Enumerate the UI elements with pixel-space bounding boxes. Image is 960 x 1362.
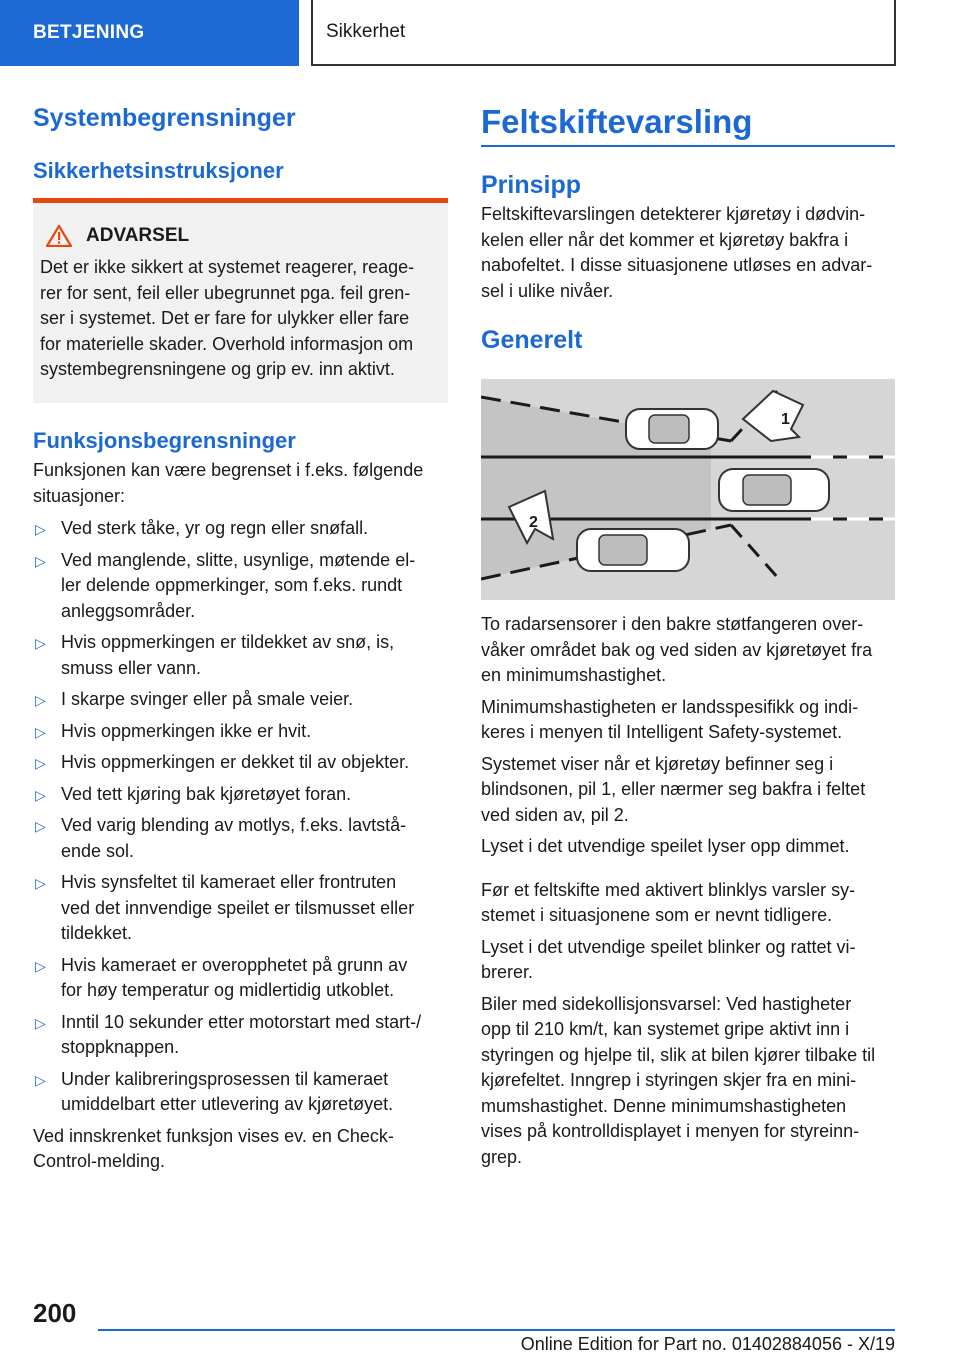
list-item-text: Ved sterk tåke, yr og regn eller snøfall. (61, 518, 369, 538)
body-line: en minimumshastighet. (481, 665, 667, 685)
body-line: Systemet viser når et kjøretøy befinner seg i (481, 753, 834, 774)
warning-box (33, 198, 448, 403)
body-line: Minimumshastigheten er landsspesifikk og indi- (481, 696, 859, 717)
body-line: våker området bak og ved siden av kjøretøyet fra (481, 639, 873, 660)
warning-title (40, 225, 441, 247)
car-approaching (577, 529, 689, 571)
warning-label: ADVARSEL (86, 225, 190, 246)
list-item-text: stoppknappen. (61, 1037, 180, 1057)
section-label: BETJENING (33, 22, 145, 43)
general-body (481, 612, 895, 1170)
list-item (33, 1067, 448, 1118)
principle-line: sel i ulike nivåer. (481, 280, 614, 301)
list-item (33, 548, 448, 625)
list-item (33, 870, 448, 947)
arrow-2-label: 2 (529, 514, 538, 531)
list-item (33, 953, 448, 1004)
list-item-text: Ved manglende, slitte, usynlige, møtende el- (61, 549, 416, 570)
list-item-text: Inntil 10 sekunder etter motorstart med start-/ (61, 1011, 422, 1032)
list-item-text: tildekket. (61, 923, 133, 943)
car-blind-spot (626, 409, 718, 449)
body-line: Biler med sidekollisjonsvarsel: Ved hastigheter (481, 993, 852, 1014)
edition-note: Online Edition for Part no. 01402884056 - X/19 (520, 1334, 895, 1354)
warning-line: ser i systemet. Det er fare for ulykker eller fare (40, 308, 410, 328)
list-item (33, 630, 448, 681)
list-item (33, 687, 448, 713)
warning-line: rer for sent, feil eller ubegrunnet pga. feil gren- (40, 282, 411, 303)
body-line: keres i menyen til Intelligent Safety-systemet. (481, 722, 843, 742)
bullet-triangle-icon: ▷ (35, 1071, 46, 1088)
bullet-triangle-icon: ▷ (35, 786, 46, 803)
arrow-1-label: 1 (781, 411, 790, 428)
body-line: opp til 210 km/t, kan systemet gripe aktivt inn i (481, 1019, 850, 1039)
list-item-text: Hvis oppmerkingen er tildekket av snø, is, (61, 632, 395, 652)
body-line: Lyset i det utvendige speilet lyser opp dimmet. (481, 836, 850, 856)
list-item (33, 719, 448, 745)
function-limits-section (33, 428, 448, 1175)
limitations-list (33, 516, 448, 1118)
body-line: Lyset i det utvendige speilet blinker og rattet vi- (481, 936, 856, 957)
list-item-text: Hvis kameraet er overopphetet på grunn av (61, 954, 408, 975)
blind-spot-illustration (481, 379, 895, 600)
list-item-text: Hvis synsfeltet til kameraet eller frontruten (61, 872, 397, 892)
body-line: vises på kontrolldisplayet i menyen for styreinn- (481, 1121, 860, 1141)
principle-line: Feltskiftevarslingen detekterer kjøretøy i dødvin- (481, 204, 866, 224)
body-line: grep. (481, 1146, 523, 1167)
chapter-label: Sikkerhet (326, 21, 406, 42)
list-item-text: ved det innvendige speilet er tilsmusset eller (61, 897, 415, 918)
warning-triangle-icon (46, 225, 72, 247)
list-item-text: smuss eller vann. (61, 657, 202, 678)
list-item-text: Under kalibreringsprosessen til kameraet (61, 1068, 389, 1089)
bullet-triangle-icon: ▷ (35, 723, 46, 740)
list-item (33, 750, 448, 776)
generelt-heading: Generelt (481, 326, 583, 354)
body-line: kjørefeltet. Inngrep i styringen skjer fra en mini- (481, 1070, 857, 1090)
list-item-text: ende sol. (61, 840, 135, 861)
bullet-triangle-icon: ▷ (35, 957, 46, 974)
bullet-triangle-icon: ▷ (35, 875, 46, 891)
prinsipp-heading: Prinsipp (481, 171, 582, 199)
intro-line: situasjoner: (33, 485, 126, 506)
intro-line: Funksjonen kan være begrenset i f.eks. følgende (33, 460, 424, 480)
page-number: 200 (33, 1298, 77, 1328)
list-item (33, 1010, 448, 1061)
subtitle-block (33, 158, 284, 184)
list-item-text: Hvis oppmerkingen er dekket til av objekter. (61, 752, 410, 772)
body-line: stemet i situasjonene som er nevnt tidligere. (481, 905, 833, 925)
footer-rule (98, 1329, 895, 1331)
list-item-text: anleggsområder. (61, 600, 196, 621)
list-item (33, 813, 448, 864)
list-item-text: umiddelbart etter utlevering av kjøretøyet. (61, 1094, 394, 1114)
body-line: blindsonen, pil 1, eller nærmer seg bakfra i feltet (481, 779, 866, 799)
bullet-triangle-icon: ▷ (35, 635, 46, 651)
list-item-text: Ved varig blending av motlys, f.eks. lavtstå- (61, 815, 407, 835)
page-title-left (33, 104, 296, 133)
body-line: brerer. (481, 962, 534, 982)
body-line: styringen og hjelpe til, slik at bilen kjører tilbake til (481, 1044, 876, 1065)
funksjonsbegrensninger-heading: Funksjonsbegrensninger (33, 428, 296, 453)
bullet-triangle-icon: ▷ (35, 1014, 46, 1031)
body-line: Før et feltskifte med aktivert blinklys varsler sy- (481, 879, 856, 900)
bullet-triangle-icon: ▷ (35, 521, 46, 537)
principle-line: nabofeltet. I disse situasjonene utløses en advar- (481, 255, 873, 275)
systembegrensninger-heading: Systembegrensninger (33, 104, 296, 132)
list-item (33, 782, 448, 808)
lane-change-section (481, 103, 895, 355)
feltskiftevarsling-heading: Feltskiftevarsling (481, 103, 753, 140)
list-item-text: I skarpe svinger eller på smale veier. (61, 689, 354, 709)
body-line: ved siden av, pil 2. (481, 804, 629, 825)
closing-line: Ved innskrenket funksjon vises ev. en Check- (33, 1125, 394, 1146)
body-line: mumshastighet. Denne minimumshastigheten (481, 1095, 847, 1116)
list-item-text: ler delende oppmerkinger, som f.eks. rundt (61, 575, 403, 595)
bullet-triangle-icon: ▷ (35, 692, 46, 708)
list-item-text: Ved tett kjøring bak kjøretøyet foran. (61, 783, 352, 804)
list-item-text: Hvis oppmerkingen ikke er hvit. (61, 720, 312, 741)
list-item (33, 516, 448, 542)
chapter-tab (311, 0, 896, 66)
bullet-triangle-icon: ▷ (35, 552, 46, 569)
warning-line: systembegrensningene og grip ev. inn aktivt. (40, 359, 395, 379)
bullet-triangle-icon: ▷ (35, 818, 46, 834)
car-own-vehicle (719, 469, 829, 511)
list-item-text: for høy temperatur og midlertidig utkoblet. (61, 980, 395, 1000)
principle-line: kelen eller når det kommer et kjøretøy bakfra i (481, 229, 849, 250)
title-underline (481, 145, 895, 147)
bullet-triangle-icon: ▷ (35, 755, 46, 771)
closing-line: Control-melding. (33, 1151, 166, 1171)
warning-line: Det er ikke sikkert at systemet reagerer, reage- (40, 257, 415, 277)
section-tab (0, 0, 299, 66)
sikkerhetsinstruksjoner-heading: Sikkerhetsinstruksjoner (33, 158, 284, 183)
warning-line: for materielle skader. Overhold informasjon om (40, 333, 414, 354)
body-line: To radarsensorer i den bakre støtfangeren over- (481, 614, 864, 634)
